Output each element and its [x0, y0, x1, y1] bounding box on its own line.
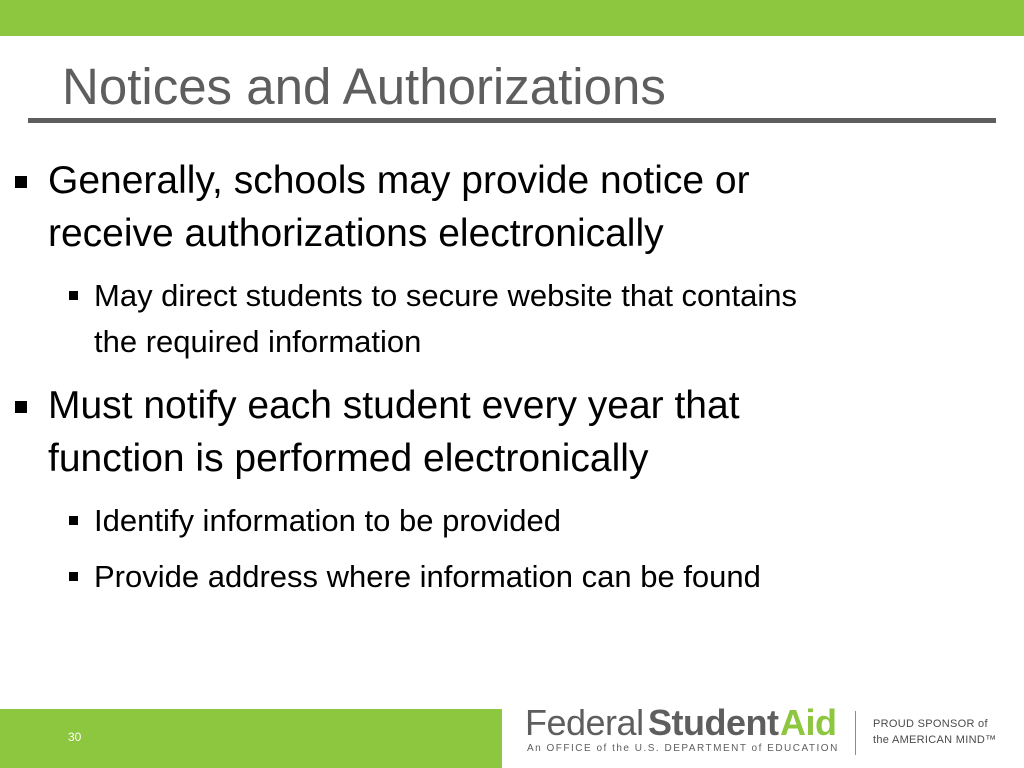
square-bullet-icon [69, 572, 78, 581]
bullet-item [48, 154, 948, 260]
bullet-text-line: the required information [94, 324, 422, 359]
bullet-text-line: Identify information to be provided [94, 503, 561, 538]
sub-bullet-item [94, 554, 1014, 600]
square-bullet-icon [69, 291, 78, 300]
bullet-text-line: May direct students to secure website that contains [94, 278, 798, 313]
sponsor-line-2: the AMERICAN MIND™ [873, 734, 997, 746]
logo-aid: Aid [780, 702, 837, 743]
logo-subtitle: An OFFICE of the U.S. DEPARTMENT of EDUCATION [527, 743, 839, 754]
bullet-text-line: function is performed electronically [48, 437, 649, 480]
bullet-text-line: Provide address where information can be found [94, 559, 761, 594]
bullet-text-line: Must notify each student every year that [48, 384, 740, 427]
square-bullet-icon [15, 176, 27, 188]
sub-bullet-item [94, 498, 1014, 544]
bullet-text-line: Generally, schools may provide notice or [48, 159, 750, 202]
logo-federal: Federal [525, 702, 644, 743]
logo-divider [855, 711, 856, 755]
sponsor-line-1: PROUD SPONSOR of [873, 718, 988, 730]
page-number: 30 [68, 730, 82, 744]
square-bullet-icon [15, 401, 27, 413]
square-bullet-icon [69, 516, 78, 525]
slide-title: Notices and Authorizations [62, 58, 666, 115]
bullet-text-line: receive authorizations electronically [48, 212, 664, 255]
bullet-item [48, 379, 948, 485]
sub-bullet-item [94, 273, 1014, 365]
logo-student: Student [648, 702, 779, 743]
